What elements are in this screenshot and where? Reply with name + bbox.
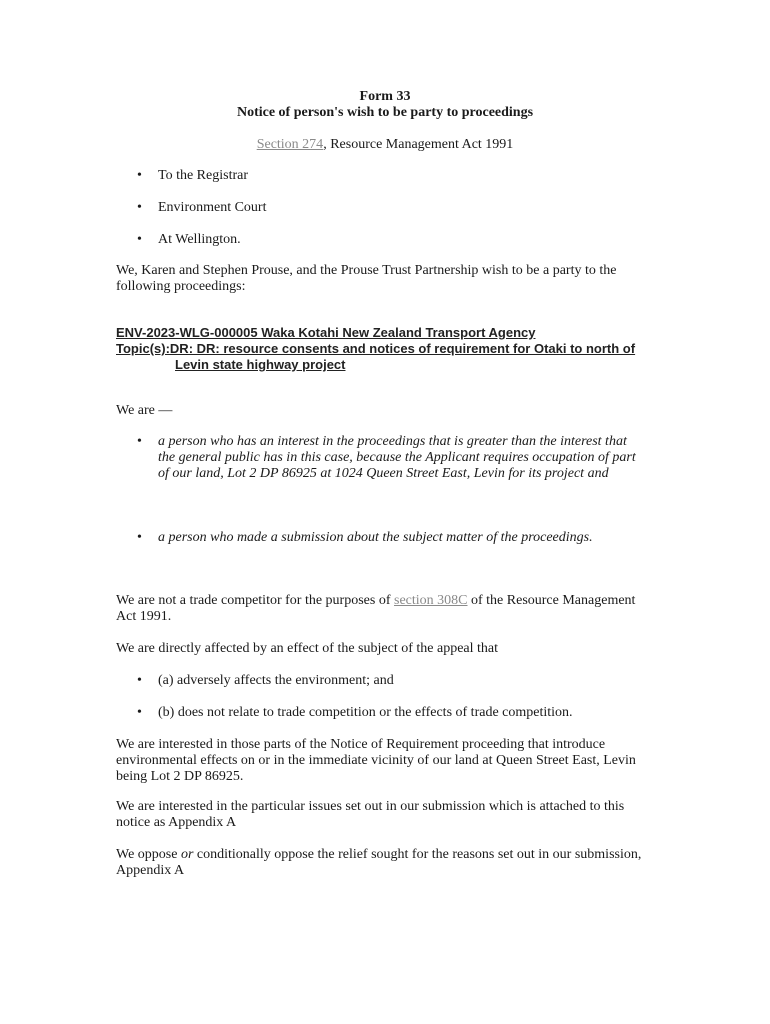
intro-paragraph xyxy=(116,263,676,295)
interest-parts-paragraph xyxy=(116,737,696,785)
bullet-icon: • xyxy=(137,705,142,720)
section-reference xyxy=(0,137,770,153)
interest-issues-line: notice as Appendix A xyxy=(116,815,237,830)
section-reference-text: , Resource Management Act 1991 xyxy=(323,137,514,152)
interest-line: of our land, Lot 2 DP 86925 at 1024 Queen Street East, Levin for its project and xyxy=(158,466,609,481)
bullet-icon: • xyxy=(137,673,142,688)
intro-line: following proceedings: xyxy=(116,279,246,294)
trade-suffix: of the Resource Management xyxy=(467,593,636,608)
affected-label: We are directly affected by an effect of the subject of the appeal that xyxy=(116,641,498,656)
intro-line: We, Karen and Stephen Prouse, and the Prouse Trust Partnership wish to be a party to the xyxy=(116,263,617,278)
interest-issues-paragraph xyxy=(116,799,696,831)
interest-parts-line: being Lot 2 DP 86925. xyxy=(116,769,244,784)
bullet-icon: • xyxy=(137,232,142,247)
interest-line: the general public has in this case, because the Applicant requires occupation of part xyxy=(158,450,636,465)
case-heading-line2: Topic(s):DR: DR: resource consents and notices of requirement for Otaki to north of xyxy=(116,341,636,356)
oppose-paragraph xyxy=(116,847,696,879)
bullet-icon: • xyxy=(137,168,142,183)
trade-line2: Act 1991. xyxy=(116,609,172,624)
oppose-line1 xyxy=(116,847,696,863)
submission-bullet-text: a person who made a submission about the subject matter of the proceedings. xyxy=(158,530,593,545)
section-274-link[interactable]: Section 274 xyxy=(256,137,324,152)
case-heading-line1: ENV-2023-WLG-000005 Waka Kotahi New Zealand Transport Agency xyxy=(116,325,536,340)
form-number: Form 33 xyxy=(359,89,411,104)
affected-item-a-text: (a) adversely affects the environment; and xyxy=(158,673,394,688)
form-title: Notice of person's wish to be party to proceedings xyxy=(236,105,534,120)
interest-issues-line: We are interested in the particular issues set out in our submission which is attached to this xyxy=(116,799,625,814)
interest-parts-line: environmental effects on or in the immediate vicinity of our land at Queen Street East, Levin xyxy=(116,753,636,768)
bullet-icon: • xyxy=(137,200,142,215)
trade-line1 xyxy=(116,593,676,609)
addressee-text: Environment Court xyxy=(158,200,267,215)
trade-competitor-paragraph xyxy=(116,593,676,625)
interest-bullet-text xyxy=(158,434,673,482)
oppose-suffix: conditionally oppose the relief sought for the reasons set out in our submission, xyxy=(193,847,642,862)
section-308c-link[interactable]: section 308C xyxy=(394,593,468,608)
interest-parts-line: We are interested in those parts of the Notice of Requirement proceeding that introduce xyxy=(116,737,606,752)
trade-prefix: We are not a trade competitor for the purposes of xyxy=(116,593,394,608)
addressee-text: At Wellington. xyxy=(158,232,241,247)
oppose-or: or xyxy=(180,847,194,862)
we-are-label: We are — xyxy=(116,403,173,418)
interest-line: a person who has an interest in the proceedings that is greater than the interest that xyxy=(158,434,627,449)
oppose-line2: Appendix A xyxy=(116,863,185,878)
bullet-icon: • xyxy=(137,530,142,545)
addressee-text: To the Registrar xyxy=(158,168,248,183)
affected-item-b-text: (b) does not relate to trade competition or the effects of trade competition. xyxy=(158,705,573,720)
bullet-icon: • xyxy=(137,434,142,449)
case-heading-line3: Levin state highway project xyxy=(175,357,346,372)
oppose-prefix: We oppose xyxy=(116,847,181,862)
